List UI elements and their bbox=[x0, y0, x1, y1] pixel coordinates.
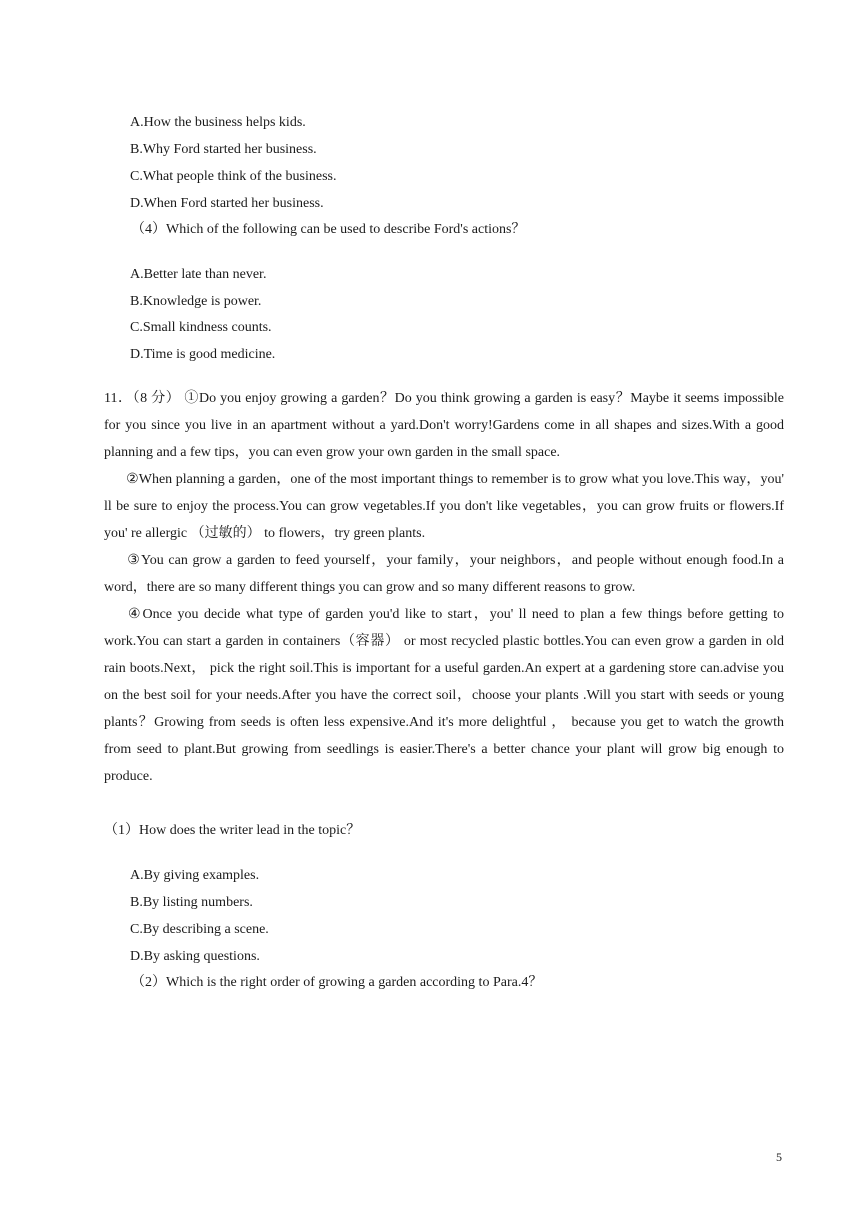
q11-paragraph-2-text: ②When planning a garden，one of the most important things to remember is to grow what you love.This way，you' ll be sure to enjoy the process.You can grow vegetables.If you don't like vegetables，you can grow fruits or flowers.If you' re allergic （过敏的） to flowers，try green plants. bbox=[104, 472, 784, 541]
q10-sub4-option-b: B.Knowledge is power. bbox=[130, 294, 262, 309]
q11-sub1-option-a: A.By giving examples. bbox=[130, 868, 260, 883]
q11-paragraph-1-text: 11．（8 分） ①Do you enjoy growing a garden？Do you think growing a garden is easy？Maybe it seems impossible for you since you live in an apartment without a yard.Don't worry!Gardens come in all shapes and sizes.With a good planning and a few tips，you can even grow your own garden in the small space. bbox=[104, 391, 784, 460]
q10-option-b: B.Why Ford started her business. bbox=[130, 142, 317, 157]
q10-subquestion-4: （4）Which of the following can be used to describe Ford's actions？ bbox=[131, 222, 526, 237]
q10-sub4-option-d: D.Time is good medicine. bbox=[130, 347, 276, 362]
q10-sub4-option-c: C.Small kindness counts. bbox=[130, 320, 272, 335]
q11-paragraph-2 bbox=[104, 466, 784, 547]
q10-option-c: C.What people think of the business. bbox=[130, 169, 337, 184]
q11-paragraph-4-text: ④Once you decide what type of garden you'd like to start，you' ll need to plan a few things before getting to work.You can start a garden in containers（容器） or most recycled plastic bottles.You can even grow a garden in old rain boots.Next， pick the right soil.This is important for a useful garden.An expert at a gardening store can.advise you on the best soil for your needs.After you have the correct soil，choose your plants .Will you start with seeds or young plants？Growing from seeds is often less expensive.And it's more delightful ， because you get to watch the growth from seed to plant.But growing from seedlings is easier.There's a better chance your plant will grow big enough to produce. bbox=[104, 607, 784, 784]
q11-paragraph-3 bbox=[104, 547, 784, 601]
q10-option-d: D.When Ford started her business. bbox=[130, 196, 324, 211]
q10-sub4-option-a: A.Better late than never. bbox=[130, 267, 267, 282]
page-number: 5 bbox=[776, 1150, 782, 1164]
q11-paragraph-1 bbox=[104, 385, 784, 466]
q11-paragraph-4 bbox=[104, 601, 784, 790]
q11-sub1-option-d: D.By asking questions. bbox=[130, 949, 260, 964]
q11-sub1-option-b: B.By listing numbers. bbox=[130, 895, 253, 910]
q11-subquestion-1: （1）How does the writer lead in the topic？ bbox=[104, 823, 361, 838]
q11-subquestion-2: （2）Which is the right order of growing a garden according to Para.4？ bbox=[131, 975, 543, 990]
q11-paragraph-3-text: ③You can grow a garden to feed yourself，your family，your neighbors，and people without enough food.In a word，there are so many different things you can grow and so many different reasons to grow. bbox=[104, 553, 784, 595]
q10-option-a: A.How the business helps kids. bbox=[130, 115, 306, 130]
q11-sub1-option-c: C.By describing a scene. bbox=[130, 922, 269, 937]
